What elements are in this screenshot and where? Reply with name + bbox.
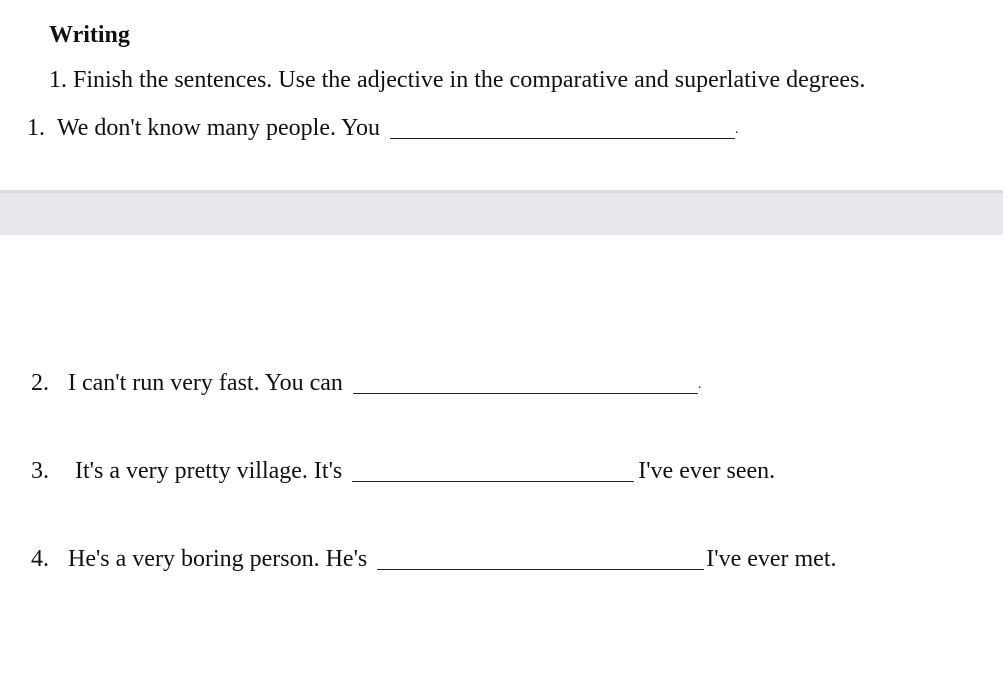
item-number: 1. — [27, 115, 45, 141]
page-separator — [0, 190, 1003, 235]
exercise-item-4 — [31, 543, 837, 573]
document-page-top — [0, 0, 1003, 190]
exercise-item-3 — [31, 455, 775, 485]
item-number: 2. — [31, 370, 49, 396]
item-ending: . — [697, 377, 702, 392]
answer-blank-4[interactable] — [377, 543, 704, 570]
document-page-bottom — [0, 235, 1003, 679]
exercise-item-2 — [31, 367, 701, 397]
item-number: 3. — [31, 458, 49, 484]
item-ending: . — [735, 122, 739, 137]
exercise-item-1 — [27, 112, 739, 142]
item-text: I can't run very fast. You can — [68, 370, 343, 396]
item-text: It's a very pretty village. It's — [75, 458, 343, 484]
answer-blank-2[interactable] — [353, 367, 698, 394]
task-instruction: 1. Finish the sentences. Use the adjective in the comparative and superlative degrees. — [49, 67, 866, 93]
item-ending: I've ever met. — [706, 546, 837, 572]
item-text: He's a very boring person. He's — [68, 546, 368, 572]
section-heading: Writing — [49, 22, 130, 48]
item-number: 4. — [31, 546, 49, 572]
answer-blank-3[interactable] — [352, 455, 634, 482]
item-text: We don't know many people. You — [57, 115, 381, 141]
answer-blank-1[interactable] — [390, 112, 735, 139]
item-ending: I've ever seen. — [638, 458, 776, 484]
